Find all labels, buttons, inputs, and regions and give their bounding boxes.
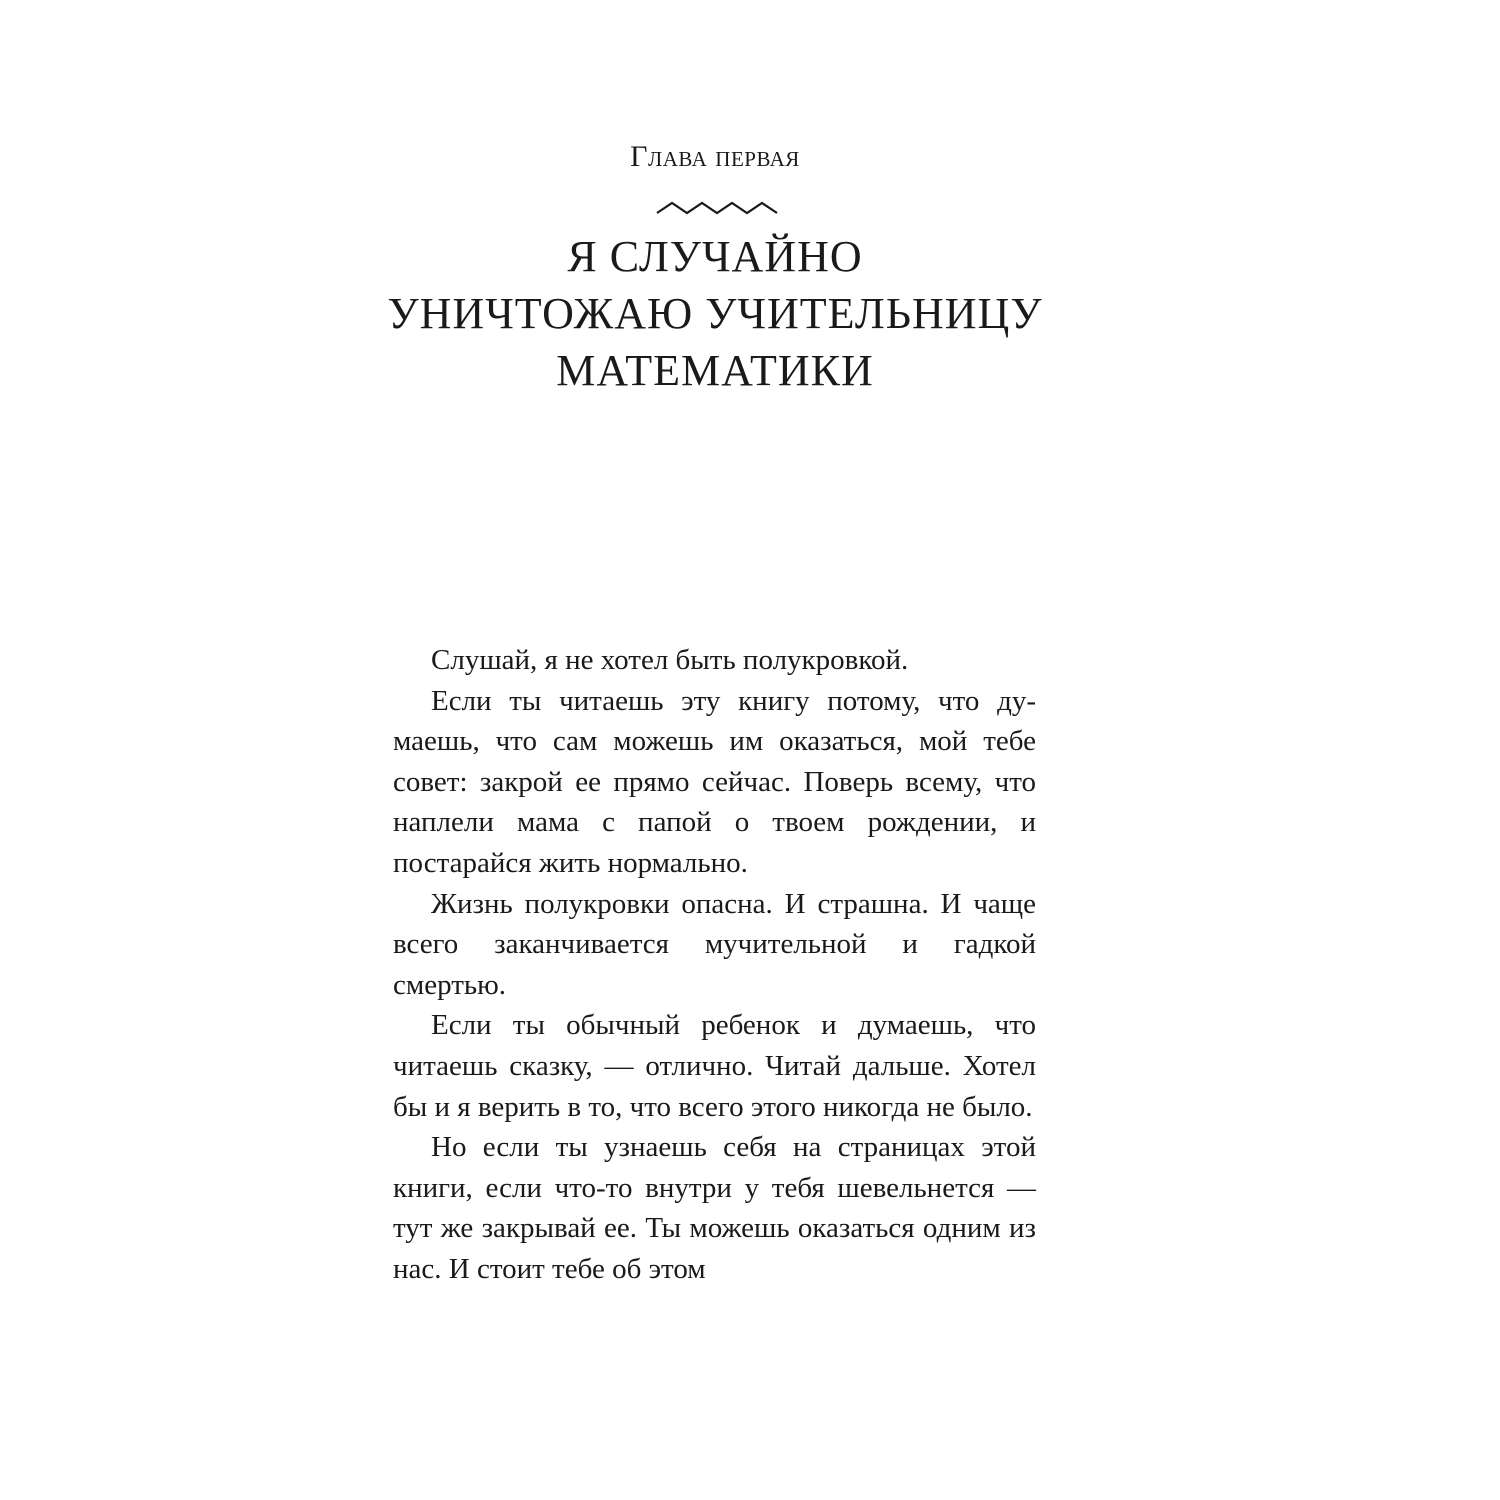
chapter-label: Глава первая [630,140,800,173]
zigzag-ornament-icon [655,196,779,218]
paragraph: Если ты читаешь эту книгу потому, что думаешь, что сам можешь им оказаться, мой тебе совет: закрой ее прямо сейчас. Поверь всему, что наплели мама с папой о твоем рождении, и постарайся жить нормально. [393,684,1036,879]
body-text [393,640,1036,1290]
chapter-title [380,228,1050,399]
paragraph: Слушай, я не хотел быть полукровкой. [431,644,909,676]
paragraph: Жизнь полукровки опасна. И страшна. И чаще всего заканчивается мучительной и гадкой смертью. [393,887,1036,1001]
paragraph: Но если ты узнаешь себя на страницах этой книги, если что-то внутри у тебя шевельнется — тут же закрывай ее. Ты можешь оказаться одним из нас. И стоит тебе об этом [393,1131,1036,1285]
chapter-title-line-2: УНИЧТОЖАЮ УЧИТЕЛЬНИЦУ [387,289,1043,338]
chapter-title-line-1: Я СЛУЧАЙНО [567,232,863,281]
chapter-title-line-3: МАТЕМАТИКИ [556,346,874,395]
paragraph: Если ты обычный ребенок и думаешь, что читаешь сказку, — отлично. Читай дальше. Хотел бы и я верить в то, что всего этого никогда не было. [393,1009,1036,1123]
